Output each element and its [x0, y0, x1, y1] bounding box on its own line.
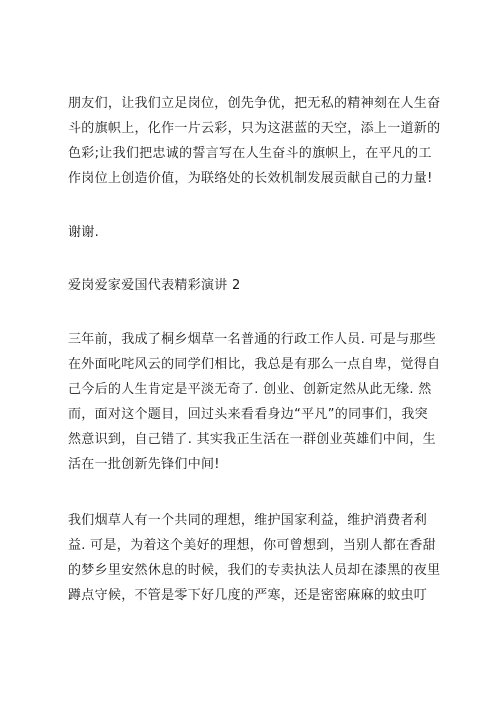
paragraph-2-line-2: 在外面叱咤风云的同学们相比，我总是有那么一点自卑，觉得自 — [68, 357, 441, 372]
paragraph-1-line-4: 作岗位上创造价值，为联络处的长效机制发展贡献自己的力量! — [68, 171, 433, 186]
paragraph-2-line-3: 己今后的人生肯定是平淡无奇了. 创业、创新定然从此无缘. 然 — [68, 382, 432, 397]
paragraph-2-line-5: 然意识到，自己错了. 其实我正生活在一群创业英雄们中间，生 — [68, 432, 436, 447]
paragraph-1-line-1: 朋友们，让我们立足岗位，创先争优，把无私的精神刻在人生奋 — [68, 96, 441, 111]
paragraph-2-line-4: 而，面对这个题目，回过头来看看身边“平凡”的同事们，我突 — [68, 407, 428, 422]
paragraph-3-line-1: 我们烟草人有一个共同的理想，维护国家利益，维护消费者利 — [68, 513, 428, 528]
section-title: 爱岗爱家爱国代表精彩演讲 2 — [68, 278, 241, 293]
paragraph-3-line-4: 蹲点守候，不管是零下好几度的严寒，还是密密麻麻的蚊虫叮 — [68, 588, 428, 603]
paragraph-2-line-6: 活在一批创新先锋们中间! — [68, 457, 220, 472]
paragraph-1-line-2: 斗的旗帜上，化作一片云彩，只为这湛蓝的天空，添上一道新的 — [68, 121, 441, 136]
paragraph-2-line-1: 三年前，我成了桐乡烟草一名普通的行政工作人员. 可是与那些 — [68, 332, 436, 347]
paragraph-1-line-3: 色彩;让我们把忠诚的誓言写在人生奋斗的旗帜上，在平凡的工 — [68, 146, 432, 161]
paragraph-3-line-3: 的梦乡里安然休息的时候，我们的专卖执法人员却在漆黑的夜里 — [68, 563, 441, 578]
paragraph-3-line-2: 益. 可是，为着这个美好的理想，你可曾想到，当别人都在香甜 — [68, 538, 436, 553]
thanks-line: 谢谢. — [68, 225, 100, 240]
